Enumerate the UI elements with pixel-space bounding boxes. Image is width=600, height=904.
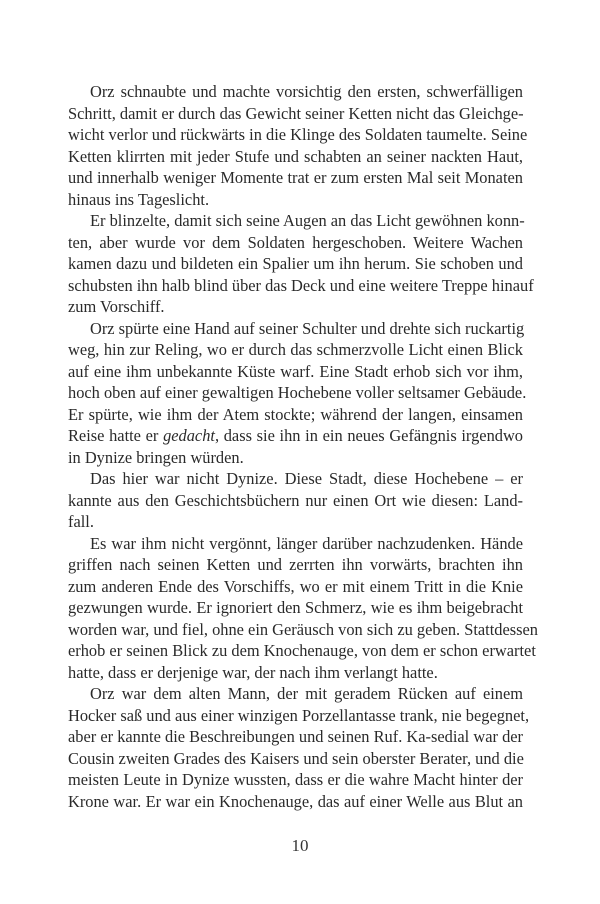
text-line: kannte aus den Geschichtsbüchern nur einen Ort wie diesen: Land- [68,490,523,510]
paragraph [68,318,527,469]
text-line: Das hier war nicht Dynize. Diese Stadt, diese Hochebene – er [90,469,523,488]
emphasis: gedacht [163,426,215,445]
text-line: worden war, und fiel, ohne ein Geräusch von sich zu geben. Stattdessen [68,619,538,639]
text-line: Ketten klirrten mit jeder Stufe und schabten an seiner nackten Haut, [68,146,523,166]
paragraph [68,81,528,210]
paragraph [68,533,538,684]
text-line: und innerhalb weniger Momente trat er zum ersten Mal seit Monaten [68,168,523,187]
text-line: Krone war. Er war ein Knochenauge, das auf einer Welle aus Blut an [68,791,523,811]
page-body [68,81,538,812]
text-line: hoch oben auf einer gewaltigen Hochebene voller seltsamer Gebäude. [68,383,527,402]
text-line: meisten Leute in Dynize wussten, dass er die wahre Macht hinter der [68,770,523,789]
text-line: zum Vorschiff. [68,297,165,316]
text-line: Orz war dem alten Mann, der mit geradem Rücken auf einem [90,684,523,703]
text-line: gezwungen wurde. Er ignoriert den Schmerz, wie es ihm beigebracht [68,598,523,617]
text-line: Er blinzelte, damit sich seine Augen an das Licht gewöhnen konn- [90,211,525,230]
text-line: zum anderen Ende des Vorschiffs, wo er mit einem Tritt in die Knie [68,576,523,596]
text-line: Reise hatte er gedacht, dass sie ihn in ein neues Gefängnis irgendwo [68,426,523,445]
paragraph [68,210,534,318]
text-line: Orz spürte eine Hand auf seiner Schulter und drehte sich ruckartig [90,318,525,338]
text-line: griffen nach seinen Ketten und zerrten ihn vorwärts, brachten ihn [68,555,523,574]
text-line: kamen dazu und bildeten ein Spalier um ihn herum. Sie schoben und [68,254,523,273]
text-line: Er spürte, wie ihm der Atem stockte; während der langen, einsamen [68,404,523,424]
text-line: aber er kannte die Beschreibungen und seinen Ruf. Ka-sedial war der [68,727,523,746]
text-line: wicht verlor und rückwärts in die Klinge des Soldaten taumelte. Seine [68,125,528,144]
text-line: in Dynize bringen würden. [68,447,244,467]
text-line: ten, aber wurde vor dem Soldaten hergeschoben. Weitere Wachen [68,232,523,252]
text-line: Orz schnaubte und machte vorsichtig den ersten, schwerfälligen [90,82,523,101]
text-line: auf eine ihm unbekannte Küste warf. Eine Stadt erhob sich vor ihm, [68,361,523,381]
paragraph [68,468,523,533]
text-line: weg, hin zur Reling, wo er durch das schmerzvolle Licht einen Blick [68,340,523,359]
text-line: erhob er seinen Blick zu dem Knochenauge, von dem er schon erwartet [68,641,536,660]
text-line: Hocker saß und aus einer winzigen Porzellantasse trank, nie begegnet, [68,705,530,725]
text-line: Schritt, damit er durch das Gewicht seiner Ketten nicht das Gleichge- [68,103,524,123]
text-line: hinaus ins Tageslicht. [68,189,210,209]
text-line: Es war ihm nicht vergönnt, länger darüber nachzudenken. Hände [90,533,523,553]
text-line: hatte, dass er derjenige war, der nach ihm verlangt hatte. [68,662,438,682]
text-line: Cousin zweiten Grades des Kaisers und sein oberster Berater, und die [68,748,524,768]
paragraph [68,683,530,812]
text-line: schubsten ihn halb blind über das Deck und eine weitere Treppe hinauf [68,275,534,295]
text-line: fall. [68,512,94,531]
page-number: 10 [291,836,309,855]
